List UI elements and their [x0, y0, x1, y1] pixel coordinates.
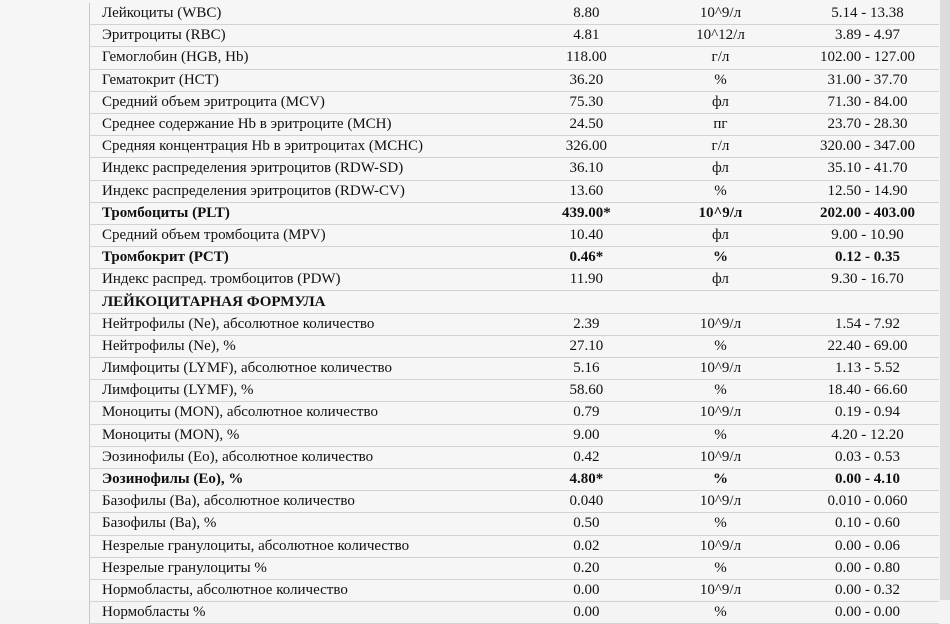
table-row: [90, 602, 940, 624]
test-unit: %: [645, 180, 796, 202]
test-reference-range: 0.10 - 0.60: [796, 513, 939, 535]
test-unit: фл: [645, 158, 796, 180]
test-reference-range: 102.00 - 127.00: [796, 47, 939, 69]
test-name: Лимфоциты (LYMF), %: [90, 380, 528, 402]
test-unit: 10^9/л: [645, 446, 796, 468]
table-row-flagged: [90, 468, 940, 490]
test-name: Индекс распределения эритроцитов (RDW-CV): [90, 180, 528, 202]
test-value: 10.40: [528, 224, 645, 246]
test-reference-range: 0.12 - 0.35: [796, 247, 939, 269]
test-unit: [645, 291, 796, 313]
table-row: [90, 380, 940, 402]
table-row: [90, 358, 940, 380]
test-value: 118.00: [528, 47, 645, 69]
test-name: Индекс распред. тромбоцитов (PDW): [90, 269, 528, 291]
test-unit: пг: [645, 113, 796, 135]
test-name: Нормобласты, абсолютное количество: [90, 579, 528, 601]
blood-test-table-body: [90, 3, 940, 624]
table-row: [90, 446, 940, 468]
test-name: Средняя концентрация Hb в эритроцитах (MCHC): [90, 136, 528, 158]
test-name: Гематокрит (HCT): [90, 69, 528, 91]
test-unit: фл: [645, 269, 796, 291]
test-value: 27.10: [528, 335, 645, 357]
test-value: 0.20: [528, 557, 645, 579]
test-name: Тромбокрит (PCT): [90, 247, 528, 269]
test-value: 58.60: [528, 380, 645, 402]
test-name: Тромбоциты (PLT): [90, 202, 528, 224]
table-row: [90, 3, 940, 25]
test-value: 0.46*: [528, 247, 645, 269]
table-row: [90, 579, 940, 601]
section-header-row: [90, 291, 940, 313]
test-unit: 10^9/л: [645, 535, 796, 557]
table-row: [90, 402, 940, 424]
table-row: [90, 535, 940, 557]
test-unit: г/л: [645, 136, 796, 158]
test-name: Незрелые гранулоциты, абсолютное количество: [90, 535, 528, 557]
test-name: Моноциты (MON), абсолютное количество: [90, 402, 528, 424]
table-row: [90, 113, 940, 135]
test-unit: 10^9/л: [645, 313, 796, 335]
test-unit: %: [645, 380, 796, 402]
test-value: 0.040: [528, 491, 645, 513]
test-name: Средний объем тромбоцита (MPV): [90, 224, 528, 246]
test-value: 2.39: [528, 313, 645, 335]
test-reference-range: 0.03 - 0.53: [796, 446, 939, 468]
test-name: Эозинофилы (Eo), %: [90, 468, 528, 490]
test-reference-range: 22.40 - 69.00: [796, 335, 939, 357]
test-name: Лимфоциты (LYMF), абсолютное количество: [90, 358, 528, 380]
test-value: 439.00*: [528, 202, 645, 224]
table-row: [90, 136, 940, 158]
test-value: 0.00: [528, 602, 645, 624]
test-name: Индекс распределения эритроцитов (RDW-SD): [90, 158, 528, 180]
test-name: Незрелые гранулоциты %: [90, 557, 528, 579]
test-reference-range: 1.54 - 7.92: [796, 313, 939, 335]
test-value: 0.79: [528, 402, 645, 424]
test-name: Моноциты (MON), %: [90, 424, 528, 446]
test-value: 36.20: [528, 69, 645, 91]
test-name: Эозинофилы (Eo), абсолютное количество: [90, 446, 528, 468]
test-reference-range: 9.30 - 16.70: [796, 269, 939, 291]
table-row: [90, 91, 940, 113]
test-reference-range: 0.00 - 0.32: [796, 579, 939, 601]
test-reference-range: 202.00 - 403.00: [796, 202, 939, 224]
test-name: Эритроциты (RBC): [90, 25, 528, 47]
test-reference-range: 18.40 - 66.60: [796, 380, 939, 402]
test-reference-range: 12.50 - 14.90: [796, 180, 939, 202]
table-row: [90, 180, 940, 202]
table-row-flagged: [90, 247, 940, 269]
table-row: [90, 269, 940, 291]
test-value: [528, 291, 645, 313]
test-value: 11.90: [528, 269, 645, 291]
test-reference-range: 0.19 - 0.94: [796, 402, 939, 424]
test-reference-range: 320.00 - 347.00: [796, 136, 939, 158]
test-name: Нейтрофилы (Ne), %: [90, 335, 528, 357]
test-value: 0.02: [528, 535, 645, 557]
table-row: [90, 69, 940, 91]
test-unit: 10^9/л: [645, 491, 796, 513]
page-edge-shadow: [940, 0, 950, 600]
test-unit: %: [645, 468, 796, 490]
test-value: 75.30: [528, 91, 645, 113]
table-row: [90, 224, 940, 246]
table-row: [90, 557, 940, 579]
test-unit: %: [645, 513, 796, 535]
test-reference-range: 0.00 - 0.00: [796, 602, 939, 624]
test-name: Гемоглобин (HGB, Hb): [90, 47, 528, 69]
test-unit: %: [645, 69, 796, 91]
test-unit: 10^9/л: [645, 202, 796, 224]
test-value: 4.80*: [528, 468, 645, 490]
test-unit: фл: [645, 91, 796, 113]
test-unit: г/л: [645, 47, 796, 69]
test-reference-range: 4.20 - 12.20: [796, 424, 939, 446]
test-unit: 10^9/л: [645, 402, 796, 424]
blood-test-table: [89, 3, 939, 624]
table-row: [90, 491, 940, 513]
test-reference-range: 5.14 - 13.38: [796, 3, 939, 25]
test-name: Базофилы (Ba), абсолютное количество: [90, 491, 528, 513]
test-unit: %: [645, 424, 796, 446]
table-row: [90, 335, 940, 357]
test-unit: 10^9/л: [645, 579, 796, 601]
test-name: Нейтрофилы (Ne), абсолютное количество: [90, 313, 528, 335]
test-unit: %: [645, 247, 796, 269]
test-unit: 10^9/л: [645, 358, 796, 380]
table-row-flagged: [90, 202, 940, 224]
test-value: 4.81: [528, 25, 645, 47]
test-value: 0.50: [528, 513, 645, 535]
table-row: [90, 158, 940, 180]
test-reference-range: [796, 291, 939, 313]
test-reference-range: 0.00 - 4.10: [796, 468, 939, 490]
test-name: Нормобласты %: [90, 602, 528, 624]
test-reference-range: 0.010 - 0.060: [796, 491, 939, 513]
test-value: 8.80: [528, 3, 645, 25]
test-name: Лейкоциты (WBC): [90, 3, 528, 25]
test-value: 5.16: [528, 358, 645, 380]
table-row: [90, 313, 940, 335]
test-value: 0.00: [528, 579, 645, 601]
test-name: Средний объем эритроцита (MCV): [90, 91, 528, 113]
test-value: 24.50: [528, 113, 645, 135]
test-unit: фл: [645, 224, 796, 246]
table-row: [90, 513, 940, 535]
test-reference-range: 1.13 - 5.52: [796, 358, 939, 380]
test-reference-range: 0.00 - 0.06: [796, 535, 939, 557]
test-reference-range: 23.70 - 28.30: [796, 113, 939, 135]
test-name: Среднее содержание Hb в эритроците (MCH): [90, 113, 528, 135]
test-unit: 10^12/л: [645, 25, 796, 47]
test-reference-range: 31.00 - 37.70: [796, 69, 939, 91]
test-unit: %: [645, 335, 796, 357]
section-title: ЛЕЙКОЦИТАРНАЯ ФОРМУЛА: [90, 291, 528, 313]
test-unit: 10^9/л: [645, 3, 796, 25]
table-row: [90, 47, 940, 69]
test-unit: %: [645, 557, 796, 579]
test-value: 326.00: [528, 136, 645, 158]
test-unit: %: [645, 602, 796, 624]
table-row: [90, 424, 940, 446]
test-value: 0.42: [528, 446, 645, 468]
table-row: [90, 25, 940, 47]
test-reference-range: 35.10 - 41.70: [796, 158, 939, 180]
test-value: 9.00: [528, 424, 645, 446]
test-value: 36.10: [528, 158, 645, 180]
test-reference-range: 9.00 - 10.90: [796, 224, 939, 246]
test-name: Базофилы (Ba), %: [90, 513, 528, 535]
test-value: 13.60: [528, 180, 645, 202]
test-reference-range: 3.89 - 4.97: [796, 25, 939, 47]
test-reference-range: 71.30 - 84.00: [796, 91, 939, 113]
test-reference-range: 0.00 - 0.80: [796, 557, 939, 579]
